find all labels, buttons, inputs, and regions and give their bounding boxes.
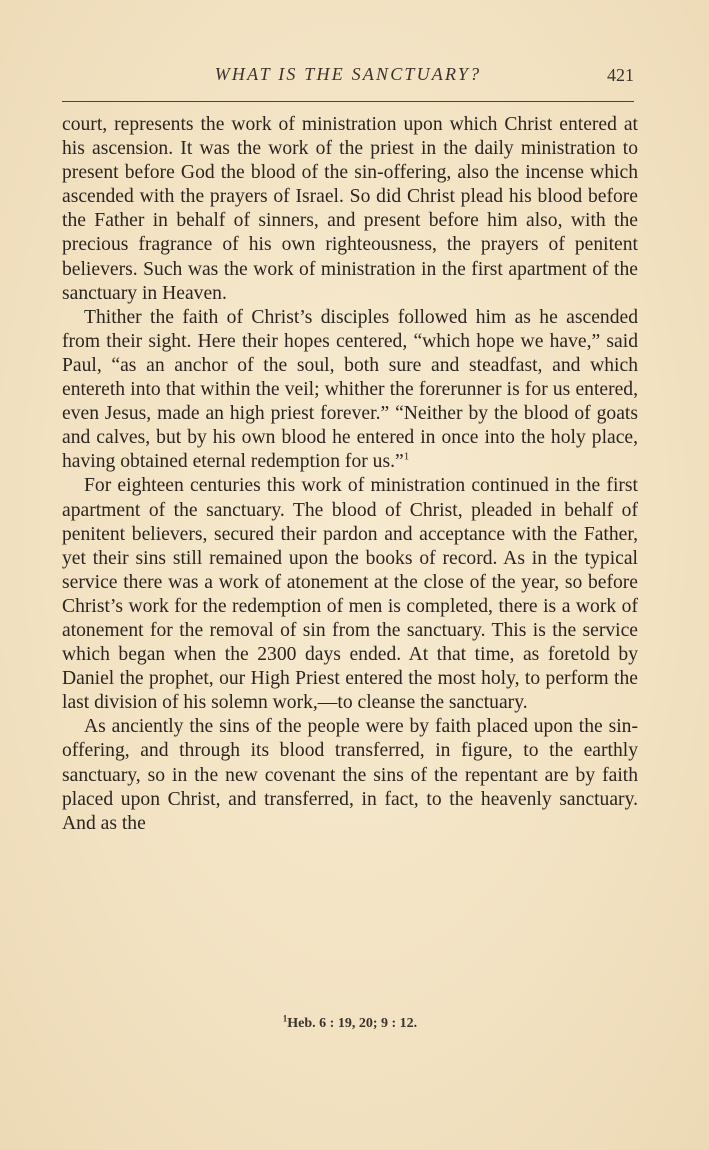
running-title: WHAT IS THE SANCTUARY?: [214, 64, 482, 84]
paragraph: [62, 306, 638, 475]
page-number: 421: [607, 65, 634, 85]
paragraph-text: court, represents the work of ministration upon which Christ entered at his ascension. It was the work of the priest in the daily ministration to present before God the blood of the sin-offering, also the incense which ascended with the prayers of Israel. So did Christ plead his blood before the Father in behalf of sinners, and present before him also, with the precious fragrance of his own righteousness, the prayers of penitent believers. Such was the work of ministration in the first apartment of the sanctuary in Heaven.: [62, 114, 638, 304]
footnote-text: Heb. 6 : 19, 20; 9 : 12.: [287, 1016, 418, 1031]
paragraph-text: As anciently the sins of the people were by faith placed upon the sin-offering, and through its blood transferred, in figure, to the earthly sanctuary, so in the new covenant the sins of the repentant are by faith placed upon Christ, and transferred, in fact, to the heavenly sanctuary. And as the: [62, 716, 638, 834]
header-rule: [62, 101, 634, 102]
paragraph-text: For eighteen centuries this work of ministration continued in the first apartment of the sanctuary. The blood of Christ, pleaded in behalf of penitent believers, secured their pardon and acceptance with the Father, yet their sins still remained upon the books of record. As in the typical service there was a work of atonement at the close of the year, so before Christ’s work for the redemption of men is completed, there is a work of atonement for the removal of sin from the sanctuary. This is the service which began when the 2300 days ended. At that time, as foretold by Daniel the prophet, our High Priest entered the most holy, to perform the last division of his solemn work,—to cleanse the sanctuary.: [62, 475, 638, 714]
footnote-marker: 1: [282, 1013, 288, 1024]
body-text: [62, 113, 638, 836]
footnote: [62, 1013, 638, 1032]
paragraph: [62, 474, 638, 715]
footnote-reference: 1: [403, 450, 410, 463]
paragraph: [62, 113, 638, 306]
paragraph-text: Thither the faith of Christ’s disciples followed him as he ascended from their sight. Here their hopes centered, “which hope we have,” said Paul, “as an anchor of the soul, both sure and steadfast, and which entereth into that within the veil; whither the forerunner is for us entered, even Jesus, made an high priest forever.” “Neither by the blood of goats and calves, but by his own blood he entered in once into the holy place, having obtained eternal redemption for us.”: [62, 306, 638, 473]
running-head: [62, 64, 634, 94]
paragraph: [62, 715, 638, 835]
